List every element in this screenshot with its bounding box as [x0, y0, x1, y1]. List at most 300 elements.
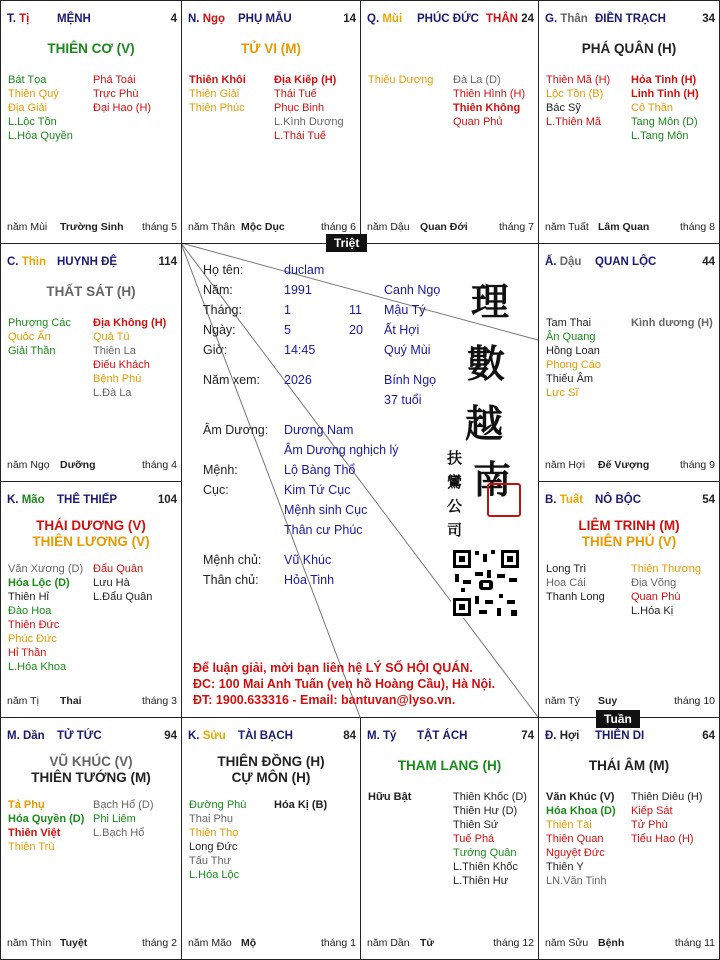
- minor-star: L.Đà La: [93, 387, 132, 399]
- minor-star: L.Tang Môn: [631, 130, 689, 142]
- main-star: THIÊN PHỦ (V): [581, 534, 677, 549]
- palace-branch: [545, 256, 581, 268]
- palace-header: [545, 256, 715, 270]
- minor-star: Văn Khúc (V): [546, 791, 615, 803]
- palace-footer: [367, 937, 534, 951]
- branch-prefix: Ấ.: [545, 256, 557, 268]
- palace-number: 74: [521, 730, 534, 742]
- footer-month: tháng 10: [674, 695, 715, 707]
- label-am-duong: Âm Dương:: [203, 423, 269, 437]
- star-column-right: [453, 73, 525, 129]
- footer-stage: Lâm Quan: [598, 221, 650, 233]
- minor-star: Thiên Hư (D): [453, 805, 518, 817]
- star-column-left: [189, 798, 246, 882]
- palace-name: PHÚC ĐỨC: [417, 13, 479, 25]
- minor-star: Thiên Quý: [8, 88, 59, 100]
- footer-year: năm Tuất: [545, 221, 589, 233]
- minor-star: Ân Quang: [546, 331, 596, 343]
- label-year: Năm:: [203, 283, 233, 297]
- branch-prefix: K.: [7, 494, 19, 506]
- minor-star: L.Đẩu Quân: [93, 591, 153, 603]
- minor-star: L.Bạch Hổ: [93, 827, 145, 839]
- palace-number: 94: [164, 730, 177, 742]
- palace-header: [367, 730, 534, 744]
- value-than-chu: Hỏa Tinh: [284, 573, 335, 587]
- palace-cell-than: [538, 0, 720, 244]
- branch-name: Tị: [19, 13, 30, 25]
- minor-star: Thiên Đức: [8, 619, 60, 631]
- palace-branch: [545, 13, 588, 25]
- label-cuc: Cục:: [203, 483, 229, 497]
- minor-star: Lộc Tồn (B): [546, 88, 604, 100]
- label-hour: Giờ:: [203, 343, 228, 357]
- minor-star: Thiên Tài: [546, 819, 592, 831]
- minor-star: Thiên La: [93, 345, 136, 357]
- palace-footer: [188, 221, 356, 235]
- minor-star: Tuế Phá: [453, 833, 495, 845]
- minor-star: Đại Hao (H): [93, 102, 152, 114]
- palace-number: 64: [702, 730, 715, 742]
- calligraphy-char-1: 理: [471, 279, 510, 324]
- minor-star: Quốc Ấn: [8, 331, 51, 343]
- footer-year: năm Hợi: [545, 459, 586, 471]
- minor-star: Tấu Thư: [189, 855, 232, 867]
- palace-number: 4: [170, 13, 177, 25]
- main-star: THẤT SÁT (H): [46, 284, 136, 299]
- minor-star: Hữu Bật: [368, 791, 412, 803]
- value-menh-chu: Vũ Khúc: [284, 553, 332, 567]
- palace-branch: [7, 730, 45, 742]
- star-column-left: [8, 73, 73, 143]
- minor-star: Thiếu Dương: [368, 74, 434, 86]
- minor-star: Thiên Diêu (H): [631, 791, 703, 803]
- minor-star: Văn Xương (D): [8, 563, 84, 575]
- minor-star: Quan Phủ: [453, 116, 503, 128]
- palace-branch: [367, 13, 402, 25]
- minor-star: L.Thiên Khốc: [453, 861, 518, 873]
- value-than-cu: Thân cư Phúc: [284, 523, 363, 537]
- minor-star: Tử Phù: [631, 819, 668, 831]
- main-star: THIÊN ĐỒNG (H): [217, 754, 325, 769]
- palace-header: [7, 494, 177, 508]
- footer-month: tháng 8: [679, 221, 715, 233]
- seal-char-1: 扶: [447, 449, 463, 467]
- footer-stage: Mộ: [241, 937, 257, 949]
- star-column-right: [93, 316, 166, 400]
- palace-cell-suu: [181, 717, 361, 960]
- palace-cell-mao: [0, 481, 182, 718]
- main-star: THIÊN CƠ (V): [47, 41, 135, 56]
- minor-star: L.Thiên Mã: [546, 116, 602, 128]
- calligraphy-char-2: 數: [467, 341, 506, 386]
- minor-star: Thiên Thương: [631, 563, 702, 575]
- minor-star: Bát Tọa: [8, 74, 47, 86]
- star-column-left: [8, 562, 83, 674]
- palace-header: [545, 13, 715, 27]
- palace-footer: [545, 459, 715, 473]
- footer-month: tháng 5: [141, 221, 177, 233]
- palace-cell-ty: [360, 717, 539, 960]
- minor-star: Phượng Các: [8, 317, 71, 329]
- footer-month: tháng 6: [320, 221, 356, 233]
- footer-year: năm Thìn: [7, 937, 52, 949]
- label-view-year: Năm xem:: [203, 373, 260, 387]
- minor-star: Lưu Hà: [93, 577, 130, 589]
- star-column-left: [189, 73, 246, 115]
- star-column-left: [546, 562, 605, 604]
- palace-branch: [7, 494, 45, 506]
- palace-number: 104: [157, 494, 177, 506]
- label-menh-chu: Mệnh chủ:: [203, 553, 262, 567]
- palace-branch: [188, 13, 225, 25]
- palace-name: NÔ BỘC: [595, 494, 641, 506]
- footer-month: tháng 4: [141, 459, 177, 471]
- value-age: 37 tuổi: [384, 393, 422, 407]
- footer-stage: Trường Sinh: [60, 221, 124, 233]
- footer-month: tháng 7: [498, 221, 534, 233]
- palace-header: [7, 730, 177, 744]
- minor-star: L.Thiên Hư: [453, 875, 509, 887]
- value-hour: 14:45: [284, 343, 316, 357]
- palace-name: TỬ TỨC: [57, 730, 102, 742]
- star-column-right: [453, 790, 527, 888]
- label-month: Tháng:: [203, 303, 242, 317]
- palace-name: TÀI BẠCH: [238, 730, 293, 742]
- palace-header: [7, 13, 177, 27]
- star-column-left: [546, 316, 601, 400]
- main-star: PHÁ QUÂN (H): [581, 41, 677, 56]
- minor-star: L.Thái Tuế: [274, 130, 326, 142]
- footer-month: tháng 2: [141, 937, 177, 949]
- minor-star: Giải Thần: [8, 345, 56, 357]
- minor-star: Kiếp Sát: [631, 805, 673, 817]
- minor-star: Hóa Quyền (D): [8, 813, 85, 825]
- branch-prefix: K.: [188, 730, 200, 742]
- palace-number: 54: [702, 494, 715, 506]
- minor-star: L.Hóa Quyền: [8, 130, 73, 142]
- value-cuc-relation: Mệnh sinh Cục: [284, 503, 368, 517]
- star-column-left: [8, 798, 84, 854]
- branch-name: Mùi: [382, 13, 403, 25]
- branch-name: Dậu: [559, 256, 582, 268]
- palace-cell-tuat: [538, 481, 720, 718]
- minor-star: Thiếu Âm: [546, 373, 594, 385]
- main-star: THÁI DƯƠNG (V): [36, 518, 146, 533]
- calligraphy-char-3: 越: [465, 401, 504, 446]
- minor-star: Lực Sĩ: [546, 387, 579, 399]
- value-day-canchi: Ất Hợi: [384, 323, 420, 337]
- minor-star: Đường Phù: [189, 799, 247, 811]
- palace-number: 14: [343, 13, 356, 25]
- star-column-left: [546, 73, 610, 129]
- star-column-right: [93, 73, 151, 115]
- value-am-duong: Dương Nam: [284, 423, 354, 437]
- minor-star: Quan Phù: [631, 591, 681, 603]
- palace-number: 114: [158, 256, 177, 268]
- value-cuc: Kim Tứ Cục: [284, 483, 351, 497]
- palace-branch: [7, 13, 29, 25]
- branch-prefix: B.: [545, 494, 557, 506]
- minor-star: Thiên Mã (H): [546, 74, 611, 86]
- footer-year: năm Dậu: [367, 221, 410, 233]
- branch-name: Tuất: [559, 494, 584, 506]
- value-month-canchi: Mậu Tý: [384, 303, 426, 317]
- minor-star: Phong Cáo: [546, 359, 602, 371]
- palace-branch: [545, 730, 579, 742]
- footer-stage: Bệnh: [598, 937, 625, 949]
- palace-cell-mui: [360, 0, 539, 244]
- minor-star: Thiên Hỉ: [8, 591, 49, 603]
- star-column-left: [546, 790, 616, 888]
- label-than-chu: Thân chủ:: [203, 573, 259, 587]
- palace-name: MỆNH: [57, 13, 91, 25]
- minor-star: Long Trì: [546, 563, 587, 575]
- minor-star: Thiên Y: [546, 861, 584, 873]
- contact-line-3: ĐT: 1900.633316 - Email: bantuvan@lyso.vn.: [193, 693, 456, 707]
- palace-number: 84: [343, 730, 356, 742]
- value-year-canchi: Canh Ngọ: [384, 283, 441, 297]
- value-day-lunar: 20: [349, 323, 363, 337]
- branch-prefix: M.: [367, 730, 380, 742]
- value-day-solar: 5: [284, 323, 291, 337]
- footer-month: tháng 3: [141, 695, 177, 707]
- footer-year: năm Thân: [188, 221, 236, 233]
- label-day: Ngày:: [203, 323, 236, 337]
- palace-footer: [545, 221, 715, 235]
- branch-name: Hợi: [559, 730, 580, 742]
- value-name: duclam: [284, 263, 325, 277]
- minor-star: Thanh Long: [546, 591, 605, 603]
- value-am-duong-note: Âm Dương nghịch lý: [284, 443, 399, 457]
- contact-line-1: Để luận giải, mời bạn liên hệ LÝ SỐ HỘI QUÁN.: [193, 661, 473, 675]
- minor-star: Hóa Khoa (D): [546, 805, 616, 817]
- branch-prefix: C.: [7, 256, 19, 268]
- footer-month: tháng 11: [674, 937, 715, 949]
- label-menh: Mệnh:: [203, 463, 238, 477]
- minor-star: Thiên Không: [453, 102, 521, 114]
- minor-star: L.Hóa Lộc: [189, 869, 240, 881]
- seal-char-3: 公: [447, 497, 463, 515]
- palace-footer: [7, 459, 177, 473]
- seal-char-4: 司: [447, 521, 463, 539]
- palace-header: [188, 13, 356, 27]
- main-star: VŨ KHÚC (V): [49, 754, 133, 769]
- value-month-lunar: 11: [349, 303, 362, 317]
- branch-name: Dần: [22, 730, 45, 742]
- footer-year: năm Dần: [367, 937, 410, 949]
- palace-name: ĐIỀN TRẠCH: [595, 13, 666, 25]
- star-column-right: [631, 73, 699, 143]
- minor-star: Địa Kiếp (H): [274, 74, 337, 86]
- palace-cell-ngo: [181, 0, 361, 244]
- minor-star: L.Lộc Tồn: [8, 116, 57, 128]
- than-marker: THÂN: [486, 13, 518, 25]
- palace-name: QUAN LỘC: [595, 256, 657, 268]
- minor-star: Thiên Phúc: [189, 102, 245, 114]
- value-year: 1991: [284, 283, 312, 297]
- palace-footer: [367, 221, 534, 235]
- minor-star: Thái Tuế: [274, 88, 317, 100]
- star-column-right: [93, 798, 154, 840]
- palace-number: 24: [521, 13, 534, 25]
- minor-star: LN.Văn Tinh: [546, 875, 607, 887]
- minor-star: Tam Thai: [546, 317, 592, 329]
- minor-star: Thiên Trù: [8, 841, 55, 853]
- red-seal-stamp: [487, 483, 521, 517]
- palace-cell-thin: [0, 243, 182, 482]
- palace-header: [545, 494, 715, 508]
- minor-star: Trực Phù: [93, 88, 139, 100]
- minor-star: Hỉ Thần: [8, 647, 47, 659]
- branch-prefix: Q.: [367, 13, 380, 25]
- footer-month: tháng 12: [493, 937, 534, 949]
- seal-char-2: 鸞: [447, 473, 463, 491]
- minor-star: Tướng Quân: [453, 847, 517, 859]
- footer-stage: Thai: [60, 695, 82, 707]
- branch-name: Mão: [21, 494, 45, 506]
- minor-star: Thai Phụ: [189, 813, 234, 825]
- palace-number: 44: [702, 256, 715, 268]
- main-star: THÁI ÂM (M): [588, 758, 670, 773]
- footer-stage: Tử: [420, 937, 435, 949]
- minor-star: Đào Hoa: [8, 605, 52, 617]
- minor-star: Địa Giải: [8, 102, 48, 114]
- minor-star: L.Hóa Kị: [631, 605, 674, 617]
- minor-star: Bác Sỹ: [546, 102, 581, 114]
- star-column-right: [631, 562, 701, 618]
- star-column-left: [368, 73, 433, 87]
- palace-header: [367, 13, 534, 27]
- main-star: THAM LANG (H): [397, 758, 502, 773]
- star-column-left: [8, 316, 71, 358]
- palace-name: PHỤ MẪU: [238, 13, 292, 25]
- footer-year: năm Mão: [188, 937, 232, 949]
- branch-name: Thân: [560, 13, 588, 25]
- minor-star: Điếu Khách: [93, 359, 150, 371]
- minor-star: Phúc Đức: [8, 633, 57, 645]
- palace-footer: [7, 221, 177, 235]
- main-star: LIÊM TRINH (M): [578, 518, 680, 533]
- star-column-left: [368, 790, 411, 804]
- footer-year: năm Mùi: [7, 221, 48, 233]
- palace-branch: [545, 494, 583, 506]
- minor-star: Hóa Lộc (D): [8, 577, 70, 589]
- minor-star: Tả Phụ: [8, 799, 45, 811]
- minor-star: Cô Thần: [631, 102, 673, 114]
- minor-star: L.Hóa Khoa: [8, 661, 67, 673]
- minor-star: Phục Binh: [274, 102, 325, 114]
- branch-prefix: M.: [7, 730, 20, 742]
- tuan-marker: Tuần: [596, 710, 640, 728]
- main-star: THIÊN TƯỚNG (M): [31, 770, 151, 785]
- branch-prefix: Đ.: [545, 730, 557, 742]
- minor-star: Thiên Thọ: [189, 827, 239, 839]
- minor-star: Hồng Loan: [546, 345, 600, 357]
- minor-star: Bệnh Phù: [93, 373, 142, 385]
- palace-footer: [7, 695, 177, 709]
- palace-name: THIÊN DI: [595, 730, 645, 742]
- footer-year: năm Tị: [7, 695, 39, 707]
- minor-star: Quả Tú: [93, 331, 130, 343]
- minor-star: Phi Liêm: [93, 813, 136, 825]
- palace-cell-dau: [538, 243, 720, 482]
- minor-star: Thiên Việt: [8, 827, 61, 839]
- palace-header: [7, 256, 177, 270]
- minor-star: Linh Tinh (H): [631, 88, 699, 100]
- minor-star: Địa Không (H): [93, 317, 167, 329]
- palace-branch: [7, 256, 46, 268]
- label-name: Họ tên:: [203, 263, 244, 277]
- minor-star: Đẩu Quân: [93, 563, 144, 575]
- palace-name: THÊ THIẾP: [57, 494, 118, 506]
- star-column-right: [631, 790, 703, 846]
- qr-code-image: [451, 548, 521, 618]
- palace-footer: [545, 937, 715, 951]
- star-column-right: [274, 73, 344, 143]
- branch-name: Ngọ: [202, 13, 226, 25]
- branch-name: Thìn: [21, 256, 46, 268]
- footer-stage: Dưỡng: [60, 459, 96, 471]
- footer-stage: Tuyệt: [60, 937, 88, 949]
- value-view-year: 2026: [284, 373, 312, 387]
- footer-month: tháng 9: [679, 459, 715, 471]
- minor-star: Hóa Kị (B): [274, 799, 328, 811]
- star-column-right: [93, 562, 152, 604]
- branch-prefix: T.: [7, 13, 16, 25]
- minor-star: Thiên Giải: [189, 88, 240, 100]
- branch-prefix: N.: [188, 13, 200, 25]
- palace-cell-dan: [0, 717, 182, 960]
- contact-line-2: ĐC: 100 Mai Anh Tuấn (ven hồ Hoàng Cầu), Hà Nội.: [193, 677, 496, 691]
- triet-marker: Triệt: [326, 234, 367, 252]
- calligraphy-char-4: 南: [473, 457, 512, 502]
- footer-stage: Đế Vượng: [598, 459, 650, 471]
- minor-star: Hoa Cái: [546, 577, 586, 589]
- minor-star: Hỏa Tinh (H): [631, 74, 697, 86]
- palace-header: [545, 730, 715, 744]
- minor-star: Địa Võng: [631, 577, 677, 589]
- footer-year: năm Tý: [545, 695, 580, 707]
- value-month-solar: 1: [284, 303, 291, 317]
- minor-star: Kình dương (H): [631, 317, 713, 329]
- minor-star: Tang Môn (D): [631, 116, 698, 128]
- value-view-year-canchi: Bính Ngọ: [384, 373, 437, 387]
- footer-month: tháng 1: [320, 937, 356, 949]
- minor-star: Bạch Hổ (D): [93, 799, 154, 811]
- star-column-right: [274, 798, 327, 812]
- minor-star: L.Kình Dương: [274, 116, 344, 128]
- minor-star: Nguyệt Đức: [546, 847, 605, 859]
- palace-cell-ti: [0, 0, 182, 244]
- minor-star: Thiên Khôi: [189, 74, 246, 86]
- minor-star: Tiểu Hao (H): [631, 833, 694, 845]
- minor-star: Đà La (D): [453, 74, 501, 86]
- minor-star: Thiên Hình (H): [453, 88, 526, 100]
- footer-stage: Suy: [598, 695, 618, 707]
- branch-name: Tý: [382, 730, 397, 742]
- footer-year: năm Sửu: [545, 937, 589, 949]
- palace-number: 34: [702, 13, 715, 25]
- palace-cell-hoi: [538, 717, 720, 960]
- footer-stage: Quan Đới: [420, 221, 468, 233]
- value-menh: Lộ Bàng Thổ: [284, 463, 356, 477]
- main-star: TỬ VI (M): [241, 41, 301, 56]
- branch-prefix: G.: [545, 13, 558, 25]
- palace-footer: [7, 937, 177, 951]
- palace-footer: [188, 937, 356, 951]
- palace-name: HUYNH ĐỆ: [57, 256, 118, 268]
- minor-star: Thiên Quan: [546, 833, 604, 845]
